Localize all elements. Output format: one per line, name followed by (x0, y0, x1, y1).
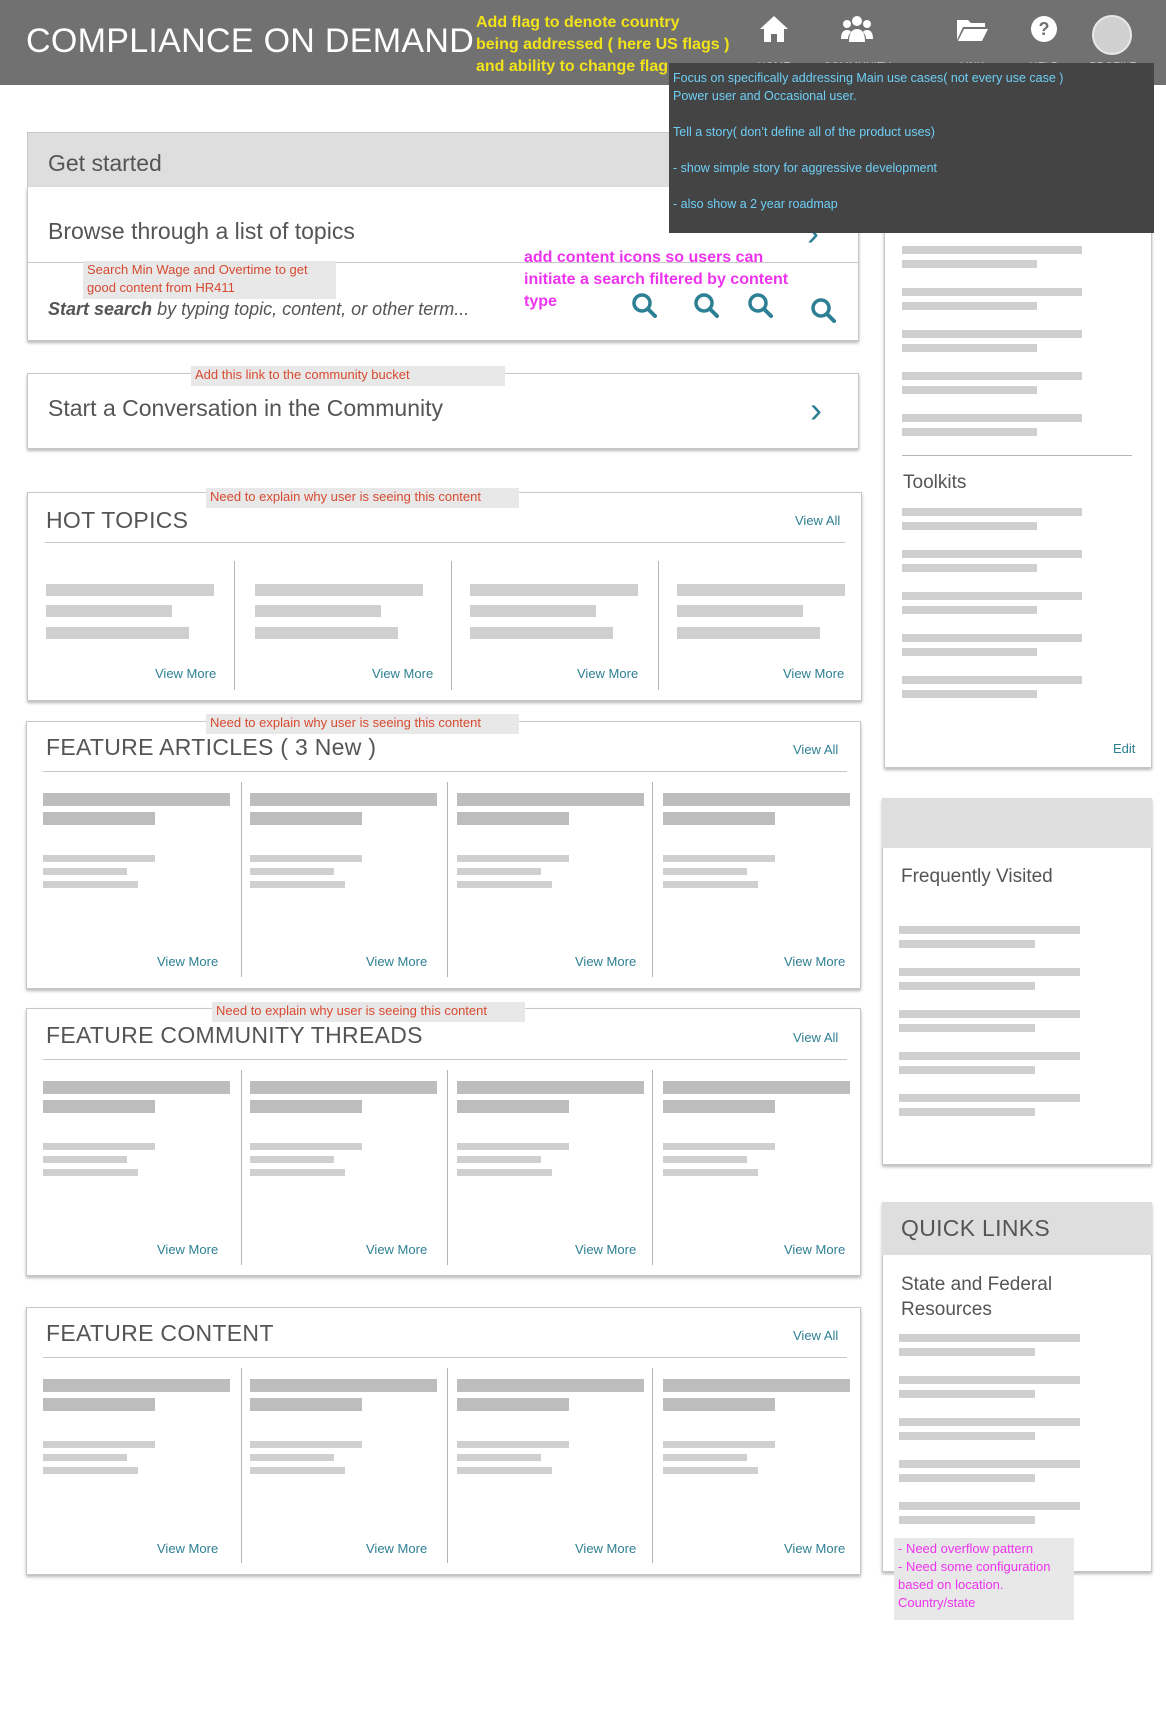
view-more-link[interactable]: View More (157, 1541, 219, 1556)
placeholder-line (43, 1156, 127, 1163)
placeholder-line (899, 1418, 1080, 1426)
app-title[interactable]: COMPLIANCE ON DEMAND (26, 22, 475, 60)
placeholder-line (899, 1334, 1080, 1342)
avatar[interactable] (1092, 15, 1132, 55)
story-note-line: - also show a 2 year roadmap (673, 197, 838, 211)
feature-articles-view-all[interactable]: View All (793, 742, 839, 757)
placeholder-line (43, 1454, 127, 1461)
view-more-link[interactable]: View More (784, 954, 846, 969)
overflow-note-line: Country/state (898, 1595, 976, 1610)
placeholder-line (46, 627, 189, 639)
state-federal-title: State and Federal Resources (901, 1274, 1053, 1320)
placeholder-line (899, 1376, 1080, 1384)
placeholder-line (899, 1348, 1035, 1356)
placeholder-line (250, 1156, 334, 1163)
placeholder-line (46, 584, 214, 596)
placeholder-line (902, 246, 1082, 254)
placeholder-line (43, 855, 155, 862)
view-more-link[interactable]: View More (784, 1242, 846, 1257)
placeholder-line (250, 812, 362, 825)
placeholder-line (899, 1474, 1035, 1482)
feature-content-title: FEATURE CONTENT (46, 1320, 274, 1346)
search-placeholder: by typing topic, content, or other term... (152, 299, 470, 319)
placeholder-line (663, 1398, 775, 1411)
placeholder-line (902, 260, 1037, 268)
placeholder-line (899, 1432, 1035, 1440)
overflow-note-line: based on location. (898, 1577, 1004, 1592)
overflow-annotation (894, 1538, 1074, 1620)
column-divider (447, 782, 448, 977)
placeholder-line (43, 881, 138, 888)
placeholder-line (902, 634, 1082, 642)
view-more-link[interactable]: View More (783, 666, 845, 681)
placeholder-line (902, 508, 1082, 516)
hot-topics-view-all[interactable]: View All (795, 513, 841, 528)
placeholder-line (902, 690, 1037, 698)
placeholder-line (899, 1094, 1080, 1102)
content-note-line: add content icons so users can (524, 249, 764, 266)
placeholder-line (902, 414, 1082, 422)
explain-annotation: Need to explain why user is seeing this content (206, 488, 519, 508)
help-icon (1027, 12, 1061, 46)
placeholder-line (902, 330, 1082, 338)
browse-topics-link[interactable]: Browse through a list of topics (48, 218, 355, 244)
column-divider (447, 1070, 448, 1265)
view-more-link[interactable]: View More (575, 954, 637, 969)
placeholder-line (899, 1108, 1035, 1116)
placeholder-line (899, 1066, 1035, 1074)
placeholder-line (902, 386, 1037, 394)
placeholder-line (250, 1441, 362, 1448)
placeholder-line (902, 372, 1082, 380)
placeholder-line (250, 793, 437, 806)
get-started-title: Get started (48, 150, 162, 176)
view-more-link[interactable]: View More (366, 954, 428, 969)
placeholder-line (250, 1454, 334, 1461)
placeholder-line (250, 1100, 362, 1113)
column-divider (241, 1070, 242, 1265)
divider (45, 542, 845, 543)
placeholder-line (902, 428, 1037, 436)
column-divider (658, 561, 659, 690)
placeholder-line (43, 1441, 155, 1448)
placeholder-line (899, 1052, 1080, 1060)
placeholder-line (43, 793, 230, 806)
placeholder-line (43, 1398, 155, 1411)
placeholder-line (43, 1379, 230, 1392)
placeholder-line (663, 1081, 850, 1094)
explain-annotation: Need to explain why user is seeing this content (212, 1002, 525, 1022)
content-icons-annotation (524, 247, 824, 313)
placeholder-line (899, 1024, 1035, 1032)
placeholder-line (899, 1516, 1035, 1524)
column-divider (234, 561, 235, 690)
view-more-link[interactable]: View More (155, 666, 217, 681)
placeholder-line (470, 584, 638, 596)
search-icon[interactable] (693, 292, 719, 318)
community-icon (840, 12, 874, 46)
placeholder-line (457, 868, 541, 875)
placeholder-line (663, 1467, 758, 1474)
column-divider (241, 782, 242, 977)
hot-topics-title: HOT TOPICS (46, 507, 189, 533)
view-more-link[interactable]: View More (157, 954, 219, 969)
placeholder-line (902, 522, 1037, 530)
placeholder-line (457, 1467, 552, 1474)
placeholder-line (902, 564, 1037, 572)
community-link-annotation: Add this link to the community bucket (191, 366, 505, 386)
placeholder-line (663, 1143, 775, 1150)
story-annotation (669, 63, 1154, 233)
content-note-line: initiate a search filtered by content (524, 271, 789, 288)
story-note-line: Tell a story( don’t define all of the product uses) (673, 125, 935, 139)
placeholder-line (250, 855, 362, 862)
placeholder-line (902, 676, 1082, 684)
toolkits-title: Toolkits (903, 472, 967, 493)
view-more-link[interactable]: View More (157, 1242, 219, 1257)
chevron-right-icon[interactable]: › (810, 389, 822, 430)
placeholder-line (43, 868, 127, 875)
placeholder-line (457, 1169, 552, 1176)
placeholder-line (899, 1460, 1080, 1468)
view-more-link[interactable]: View More (372, 666, 434, 681)
feature-threads-view-all[interactable]: View All (793, 1030, 839, 1045)
placeholder-line (43, 1081, 230, 1094)
divider (43, 1357, 847, 1358)
placeholder-line (902, 648, 1037, 656)
search-input[interactable] (48, 299, 469, 320)
column-divider (447, 1368, 448, 1563)
content-note-line: type (524, 293, 557, 310)
placeholder-line (43, 1169, 138, 1176)
placeholder-line (663, 855, 775, 862)
view-more-link[interactable]: View More (784, 1541, 846, 1556)
placeholder-line (902, 592, 1082, 600)
placeholder-line (902, 288, 1082, 296)
search-note-line: good content from HR411 (87, 280, 235, 295)
view-more-link[interactable]: View More (577, 666, 639, 681)
frequently-visited-header (882, 798, 1152, 848)
placeholder-line (457, 1100, 569, 1113)
placeholder-line (899, 1502, 1080, 1510)
view-more-link[interactable]: View More (575, 1541, 637, 1556)
placeholder-line (663, 1100, 775, 1113)
divider (43, 771, 847, 772)
placeholder-line (250, 1143, 362, 1150)
search-icon[interactable] (631, 292, 657, 318)
placeholder-line (902, 550, 1082, 558)
flag-note-line: being addressed ( here US flags ) (476, 36, 730, 53)
folder-icon (955, 12, 989, 46)
placeholder-line (457, 1156, 541, 1163)
placeholder-line (899, 1390, 1035, 1398)
overflow-note-line: - Need overflow pattern (898, 1541, 1034, 1556)
column-divider (241, 1368, 242, 1563)
placeholder-line (250, 881, 345, 888)
placeholder-line (902, 606, 1037, 614)
placeholder-line (663, 868, 747, 875)
story-note-line: Power user and Occasional user. (673, 89, 857, 103)
view-more-link[interactable]: View More (575, 1242, 637, 1257)
placeholder-line (663, 793, 850, 806)
placeholder-line (250, 1467, 345, 1474)
edit-link[interactable]: Edit (1113, 741, 1136, 756)
quick-links-title: QUICK LINKS (901, 1215, 1051, 1241)
placeholder-line (663, 1156, 747, 1163)
search-icon[interactable] (810, 297, 836, 323)
placeholder-line (250, 868, 334, 875)
placeholder-line (250, 1081, 437, 1094)
placeholder-line (663, 1169, 758, 1176)
placeholder-line (677, 605, 803, 617)
search-annotation (83, 261, 336, 299)
placeholder-line (470, 605, 596, 617)
placeholder-line (250, 1398, 362, 1411)
placeholder-line (902, 302, 1037, 310)
placeholder-line (899, 968, 1080, 976)
placeholder-line (457, 1081, 644, 1094)
story-note-line: - show simple story for aggressive development (673, 161, 938, 175)
placeholder-line (899, 982, 1035, 990)
placeholder-line (457, 1379, 644, 1392)
column-divider (451, 561, 452, 690)
column-divider (652, 1070, 653, 1265)
placeholder-line (457, 855, 569, 862)
placeholder-line (43, 1100, 155, 1113)
search-icon[interactable] (747, 292, 773, 318)
frequently-visited-title: Frequently Visited (901, 866, 1053, 887)
flag-note-line: Add flag to denote country (476, 14, 680, 31)
divider (43, 1059, 847, 1060)
divider (902, 455, 1132, 456)
view-more-link[interactable]: View More (366, 1541, 428, 1556)
search-note-line: Search Min Wage and Overtime to get (87, 262, 308, 277)
overflow-note-line: - Need some configuration (898, 1559, 1051, 1574)
view-more-link[interactable]: View More (366, 1242, 428, 1257)
feature-articles-title: FEATURE ARTICLES ( 3 New ) (46, 734, 377, 760)
explain-annotation: Need to explain why user is seeing this content (206, 714, 519, 734)
placeholder-line (43, 1143, 155, 1150)
placeholder-line (899, 926, 1080, 934)
placeholder-line (255, 627, 398, 639)
placeholder-line (457, 793, 644, 806)
placeholder-line (43, 1467, 138, 1474)
placeholder-line (457, 1143, 569, 1150)
start-conversation-link[interactable]: Start a Conversation in the Community (48, 395, 444, 421)
search-prompt-bold: Start search (48, 299, 153, 319)
feature-threads-title: FEATURE COMMUNITY THREADS (46, 1022, 423, 1048)
placeholder-line (902, 344, 1037, 352)
placeholder-line (457, 1454, 541, 1461)
placeholder-line (255, 605, 381, 617)
feature-content-view-all[interactable]: View All (793, 1328, 839, 1343)
column-divider (652, 1368, 653, 1563)
placeholder-line (899, 940, 1035, 948)
story-note-line: Focus on specifically addressing Main use cases( not every use case ) (673, 71, 1064, 85)
placeholder-line (457, 1398, 569, 1411)
placeholder-line (250, 1379, 437, 1392)
placeholder-line (43, 812, 155, 825)
placeholder-line (457, 812, 569, 825)
placeholder-line (663, 812, 775, 825)
column-divider (652, 782, 653, 977)
placeholder-line (677, 627, 820, 639)
placeholder-line (677, 584, 845, 596)
flag-note-line: and ability to change flag (476, 58, 669, 75)
placeholder-line (663, 1454, 747, 1461)
placeholder-line (663, 1441, 775, 1448)
placeholder-line (663, 1379, 850, 1392)
placeholder-line (899, 1010, 1080, 1018)
placeholder-line (46, 605, 172, 617)
placeholder-line (255, 584, 423, 596)
placeholder-line (457, 881, 552, 888)
svg-text:?: ? (1038, 19, 1050, 39)
placeholder-line (457, 1441, 569, 1448)
placeholder-line (470, 627, 613, 639)
placeholder-line (663, 881, 758, 888)
placeholder-line (250, 1169, 345, 1176)
